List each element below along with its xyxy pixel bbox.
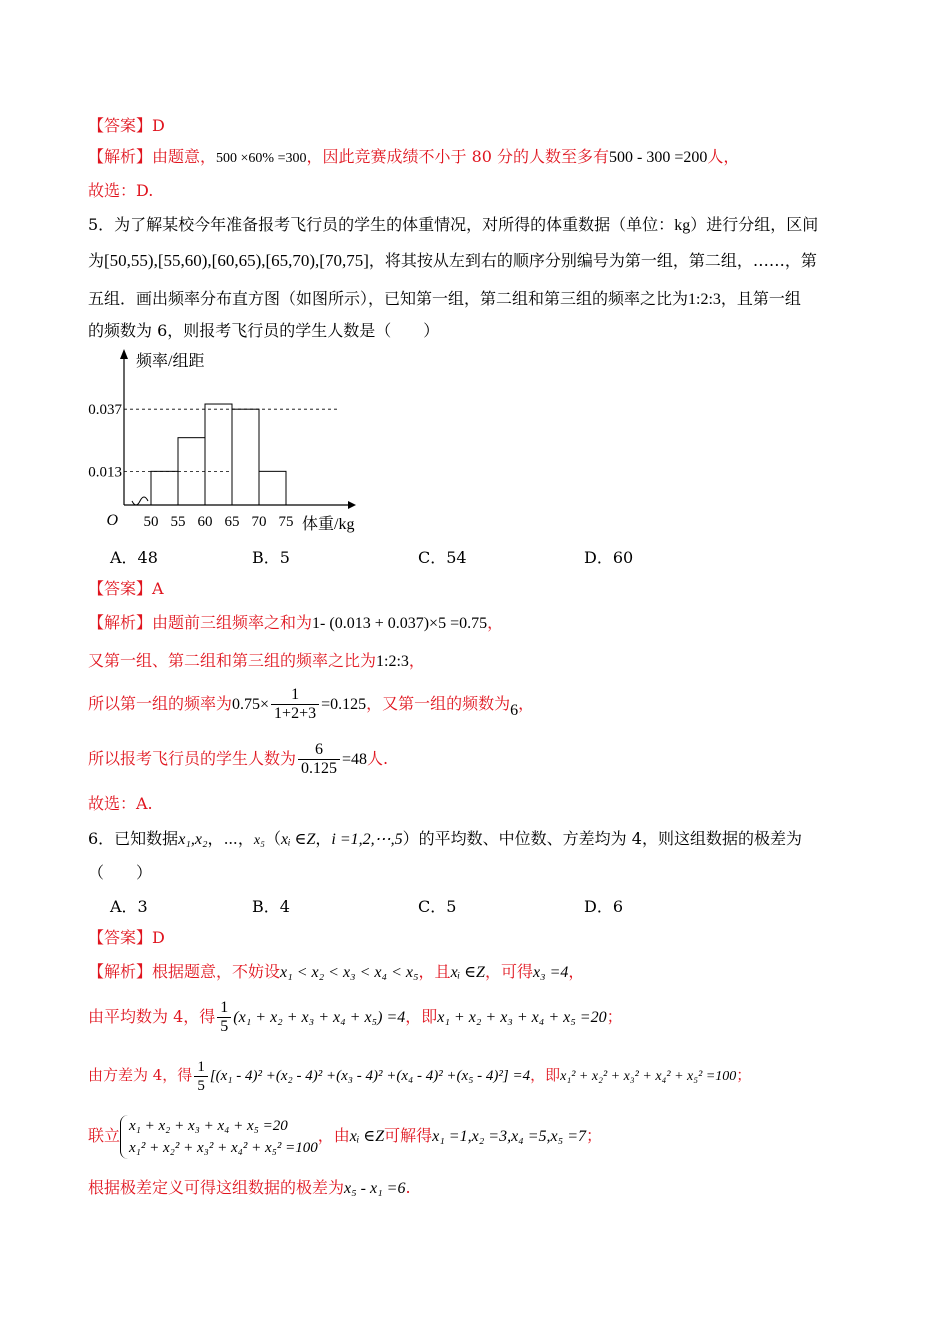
histogram-bar xyxy=(205,404,232,505)
expl-text: ，即 xyxy=(530,1066,561,1084)
expl-text: 由题前三组频率之和为 xyxy=(152,613,313,632)
answer-value: D xyxy=(152,116,165,135)
expl-text: 由方差为 4，得 xyxy=(88,1066,193,1084)
expl-text: ，因此竞赛成绩不小于 80 分的人数至多有 xyxy=(306,147,610,166)
q5-stem-line1 xyxy=(88,214,818,237)
expl-math: [(x₁ - 4)² +(x₂ - 4)² +(x₃ - 4)² +(x₄ - 4)² +(x₅ - 4)²] =4 xyxy=(209,1068,531,1084)
y-axis-arrow xyxy=(120,349,128,359)
q6-stem-line2: （ ） xyxy=(88,863,153,882)
stem-text: ）的平均数、中位数、方差均为 4，则这组数据的极差为 xyxy=(402,829,802,848)
expl-text: ， xyxy=(487,613,504,632)
expl-text: ，且 xyxy=(418,962,451,981)
histogram-bar xyxy=(151,471,178,505)
numerator: 1 xyxy=(194,1058,208,1077)
stem-math: xᵢ ∈Z xyxy=(281,831,316,848)
x-tick-label: 50 xyxy=(143,514,159,530)
expl-math: xᵢ ∈Z xyxy=(450,964,485,981)
q5-answer xyxy=(88,578,164,600)
q5-stem-line3 xyxy=(88,288,801,311)
expl-text: 根据题意，不妨设 xyxy=(152,962,281,981)
answer-tag: 【答案】 xyxy=(88,579,153,598)
stem-text: 为 xyxy=(88,251,105,270)
intervals: [50,55),[55,60),[60,65),[65,70),[70,75] xyxy=(104,251,369,270)
q6-expl-2 xyxy=(88,996,623,1039)
expl-tag: 【解析】 xyxy=(88,147,153,166)
denominator: 0.125 xyxy=(301,760,338,777)
q6-option-d: D．6 xyxy=(584,897,624,916)
expl-text: 可解得 xyxy=(384,1126,433,1145)
expl-math: x₃ =4 xyxy=(532,964,569,981)
fraction xyxy=(217,999,231,1036)
stem-text: ，且第一组 xyxy=(720,289,801,308)
expl-text: ，可得 xyxy=(484,962,533,981)
expl-math: 500 - 300 =200 xyxy=(609,149,708,166)
expl-math: =48 xyxy=(342,751,368,768)
q5-expl-2 xyxy=(88,650,425,673)
fraction xyxy=(271,686,319,723)
q5-stem-line4: 的频数为 6，则报考飞行员的学生人数是（ ） xyxy=(88,321,440,340)
expl-text: 联立 xyxy=(88,1126,121,1145)
histogram-bar xyxy=(259,471,286,505)
histogram-bar xyxy=(232,409,259,505)
stem-text: 五组．画出频率分布直方图（如图所示），已知第一组，第二组和第三组的频率之比为 xyxy=(88,289,689,308)
y-axis-label: 频率/组距 xyxy=(136,353,205,370)
stem-text: ，将其按从左到右的顺序分别编号为第一组，第二组，……，第 xyxy=(368,251,817,270)
expl-math: 500 ×60% =300 xyxy=(216,151,307,166)
expl-math: 6 xyxy=(510,702,519,719)
q5-expl-1 xyxy=(88,612,503,635)
q6-expl-5 xyxy=(88,1177,411,1200)
stem-text: ，⋯， xyxy=(207,829,254,848)
expl-math: 0.75× xyxy=(232,696,270,713)
q5-option-c: C．54 xyxy=(418,548,467,567)
x-tick-label: 70 xyxy=(251,514,267,530)
expl-text: 又第一组、第二组和第三组的频率之比为 xyxy=(88,651,377,670)
expl-math: (x₁ + x₂ + x₃ + x₄ + x₅) =4 xyxy=(233,1009,406,1026)
q6-expl-3 xyxy=(88,1054,751,1098)
x-tick-label: 60 xyxy=(197,514,213,530)
x-axis-label: 体重/kg xyxy=(302,516,355,533)
stem-math: x₁,x₂ xyxy=(178,831,208,848)
answer-tag: 【答案】 xyxy=(88,116,153,135)
q5-option-a: A．48 xyxy=(110,548,158,567)
expl-text: 所以第一组的频率为 xyxy=(88,694,233,713)
expl-text: ； xyxy=(585,1126,602,1145)
expl-text: ，由 xyxy=(317,1126,350,1145)
expl-text: ， xyxy=(568,962,585,981)
expl-math: x₁ + x₂ + x₃ + x₄ + x₅ =20 xyxy=(437,1009,607,1026)
q4-explanation xyxy=(88,146,739,170)
stem-math: x₅ xyxy=(253,833,266,848)
expl-tag: 【解析】 xyxy=(88,613,153,632)
numerator: 1 xyxy=(271,686,319,705)
fraction xyxy=(194,1058,208,1095)
q6-expl-4 xyxy=(88,1110,602,1163)
answer-value: A xyxy=(152,579,164,598)
stem-text: ）进行分组，区间 xyxy=(690,215,819,234)
axis-break xyxy=(132,497,148,505)
expl-text: 人， xyxy=(707,147,740,166)
x-axis-arrow xyxy=(348,501,356,509)
expl-text: 人. xyxy=(367,749,389,768)
expl-text: . xyxy=(405,1178,411,1197)
q5-expl-3 xyxy=(88,684,534,731)
system-eq-1: x₁ + x₂ + x₃ + x₄ + x₅ =20 xyxy=(129,1117,288,1134)
expl-math: xᵢ ∈Z xyxy=(349,1128,385,1145)
y-tick-label: 0.013 xyxy=(88,464,122,481)
expl-text: 由平均数为 4，得 xyxy=(88,1007,216,1026)
expl-text: ， xyxy=(408,651,425,670)
q5-stem-line2 xyxy=(88,250,817,272)
y-tick-label: 0.037 xyxy=(88,402,122,419)
origin-label: O xyxy=(106,512,118,529)
system-eq-2: x₁² + x₂² + x₃² + x₄² + x₅² =100 xyxy=(129,1139,318,1156)
denominator: 5 xyxy=(197,1077,205,1094)
q5-expl-4 xyxy=(88,738,388,781)
answer-value: D xyxy=(152,928,165,947)
q6-stem-line1 xyxy=(88,828,802,852)
fraction xyxy=(298,741,340,778)
stem-text: （ xyxy=(265,829,282,848)
denominator: 5 xyxy=(220,1018,229,1035)
q6-option-b: B．4 xyxy=(252,897,290,916)
q6-answer xyxy=(88,927,165,949)
x-tick-label: 65 xyxy=(224,514,240,530)
x-tick-label: 55 xyxy=(170,514,186,530)
stem-text: 6．已知数据 xyxy=(88,829,179,848)
expl-text: ； xyxy=(606,1007,623,1026)
x-tick-label: 75 xyxy=(278,514,294,530)
expl-math: 1:2:3 xyxy=(376,653,409,670)
expl-math: x₁ < x₂ < x₃ < x₄ < x₅ xyxy=(280,964,419,981)
numerator: 1 xyxy=(217,999,231,1018)
histogram xyxy=(80,345,380,540)
q5-option-b: B．5 xyxy=(252,548,290,567)
q5-conclusion: 故选：A. xyxy=(88,794,153,813)
expl-math: x₁² + x₂² + x₃² + x₄² + x₅² =100 xyxy=(560,1069,737,1084)
expl-text: 根据极差定义可得这组数据的极差为 xyxy=(88,1178,345,1197)
unit: kg xyxy=(674,217,691,234)
expl-text: ，又第一组的频数为 xyxy=(366,694,511,713)
expl-text: 所以报考飞行员的学生人数为 xyxy=(88,749,297,768)
stem-text: ， xyxy=(315,829,332,848)
expl-text: 由题意， xyxy=(152,147,217,166)
q4-answer xyxy=(88,115,165,137)
q6-expl-1 xyxy=(88,961,584,984)
q6-option-a: A．3 xyxy=(110,897,148,916)
denominator: 1+2+3 xyxy=(274,705,317,722)
expl-math: x₅ - x₁ =6 xyxy=(344,1180,406,1197)
numerator: 6 xyxy=(298,741,340,760)
expl-tag: 【解析】 xyxy=(88,962,153,981)
expl-math: =0.125 xyxy=(321,696,367,713)
expl-text: ， xyxy=(518,694,535,713)
expl-math: 1- (0.013 + 0.037)×5 =0.75 xyxy=(312,615,488,632)
q5-option-d: D．60 xyxy=(584,548,634,567)
stem-math: i =1,2,⋯,5 xyxy=(331,831,403,848)
answer-tag: 【答案】 xyxy=(88,928,153,947)
stem-text: 5．为了解某校今年准备报考飞行员的学生的体重情况，对所得的体重数据（单位： xyxy=(88,215,675,234)
expl-text: ； xyxy=(736,1066,752,1084)
q6-option-c: C．5 xyxy=(418,897,457,916)
expl-math: x₁ =1,x₂ =3,x₄ =5,x₅ =7 xyxy=(432,1128,586,1145)
q4-conclusion: 故选：D. xyxy=(88,181,154,200)
expl-text: ，即 xyxy=(405,1007,438,1026)
ratio: 1:2:3 xyxy=(688,291,721,308)
equation-system xyxy=(120,1115,318,1159)
